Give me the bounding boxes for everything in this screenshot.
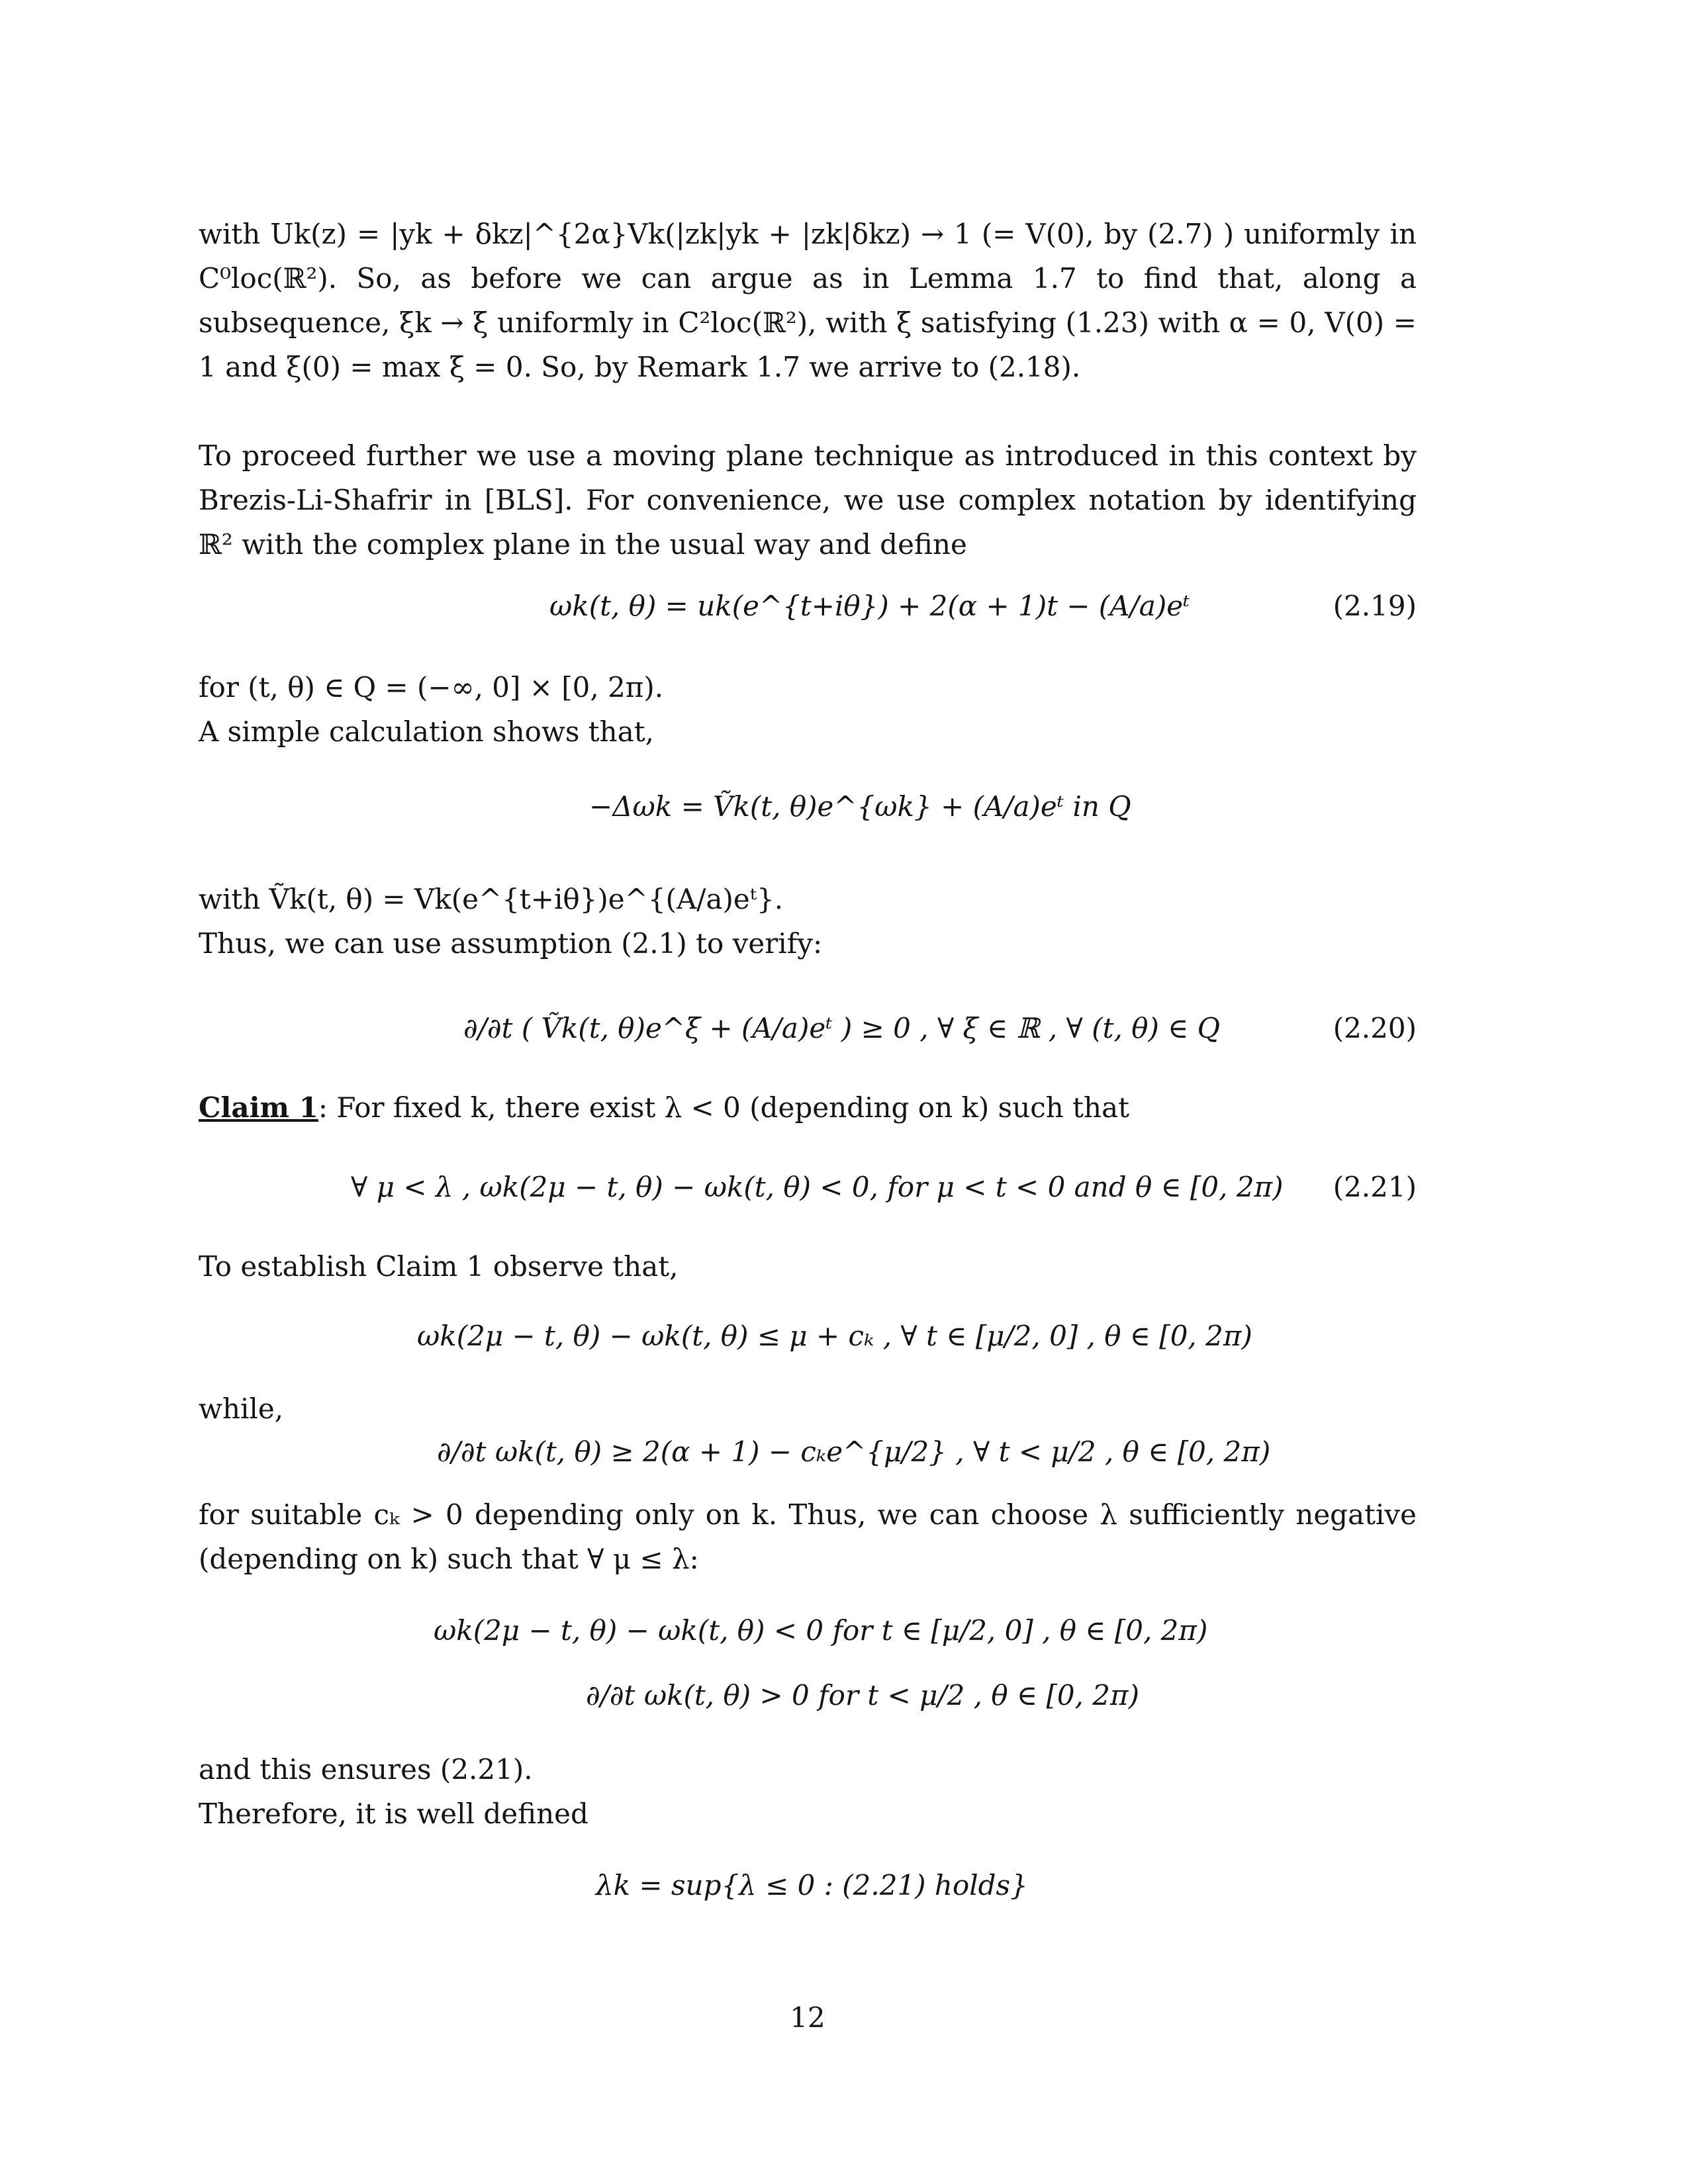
claim-1-text: : For fixed k, there exist λ < 0 (depending on k) such that: [318, 1091, 1130, 1124]
equation-2-21: ∀ μ < λ , ωk(2μ − t, θ) − ωk(t, θ) < 0, for μ < t < 0 and θ ∈ [0, 2π): [351, 1171, 1284, 1203]
equation-observe: ωk(2μ − t, θ) − ωk(t, θ) ≤ μ + cₖ , ∀ t ∈ [μ/2, 0] , θ ∈ [0, 2π): [417, 1320, 1252, 1352]
page-number: 12: [790, 2001, 825, 2034]
paragraph-moving-plane: To proceed further we use a moving plane technique as introduced in this context by Brezis-Li-Shafrir in [BLS]. For convenience, we use complex notation by identifying ℝ² with the complex plane in the usual way and define: [199, 439, 1417, 561]
paragraph-convergence: with Uk(z) = |yk + δkz|^{2α}Vk(|zk|yk + |zk|δkz) → 1 (= V(0), by (2.7) ) uniformly in C⁰loc(ℝ²). So, as before we can argue as in Lemma 1.7 to find that, along a subsequence, ξk → ξ uniformly in C²loc(ℝ²), with ξ satisfying (1.23) with α = 0, V(0) = 1 and ξ(0) = max ξ = 0. So, by Remark 1.7 we arrive to (2.18).: [199, 218, 1417, 383]
equation-system-line-1: ωk(2μ − t, θ) − ωk(t, θ) < 0 for t ∈ [μ/2, 0] , θ ∈ [0, 2π): [434, 1614, 1208, 1647]
equation-laplacian: −Δωk = Ṽk(t, θ)e^{ωk} + (A/a)eᵗ in Q: [589, 790, 1131, 823]
paragraph-establish-claim: To establish Claim 1 observe that,: [199, 1250, 679, 1283]
equation-system-line-2: ∂/∂t ωk(t, θ) > 0 for t < μ/2 , θ ∈ [0, 2π): [586, 1679, 1139, 1711]
equation-2-20: ∂/∂t ( Ṽk(t, θ)e^ξ + (A/a)eᵗ ) ≥ 0 , ∀ ξ ∈ ℝ , ∀ (t, θ) ∈ Q: [463, 1012, 1221, 1044]
paragraph-while: while,: [199, 1392, 284, 1425]
paragraph-assumption: Thus, we can use assumption (2.1) to verify:: [199, 927, 823, 960]
paragraph-suitable-ck: for suitable cₖ > 0 depending only on k. Thus, we can choose λ sufficiently negative (depending on k) such that ∀ μ ≤ λ:: [199, 1498, 1417, 1575]
claim-1-statement: [199, 1085, 1129, 1130]
paragraph-v-tilde: with Ṽk(t, θ) = Vk(e^{t+iθ})e^{(A/a)eᵗ}.: [199, 883, 784, 915]
paragraph-simple-calculation: A simple calculation shows that,: [199, 715, 654, 748]
paragraph-ensures: and this ensures (2.21).: [199, 1753, 533, 1786]
equation-2-19: ωk(t, θ) = uk(e^{t+iθ}) + 2(α + 1)t − (A/a)eᵗ: [549, 590, 1190, 622]
claim-1-label: Claim 1: [199, 1091, 318, 1124]
equation-lambda-k: λk = sup{λ ≤ 0 : (2.21) holds}: [596, 1869, 1028, 1901]
equation-derivative-bound: ∂/∂t ωk(t, θ) ≥ 2(α + 1) − cₖe^{μ/2} , ∀ t < μ/2 , θ ∈ [0, 2π): [437, 1435, 1271, 1468]
equation-number-2-20: (2.20): [1333, 1012, 1417, 1044]
paragraph-well-defined: Therefore, it is well defined: [199, 1797, 588, 1830]
equation-number-2-19: (2.19): [1333, 590, 1417, 622]
equation-number-2-21: (2.21): [1333, 1171, 1417, 1203]
paper-page: [199, 0, 1417, 2184]
paragraph-domain-q: for (t, θ) ∈ Q = (−∞, 0] × [0, 2π).: [199, 671, 664, 704]
